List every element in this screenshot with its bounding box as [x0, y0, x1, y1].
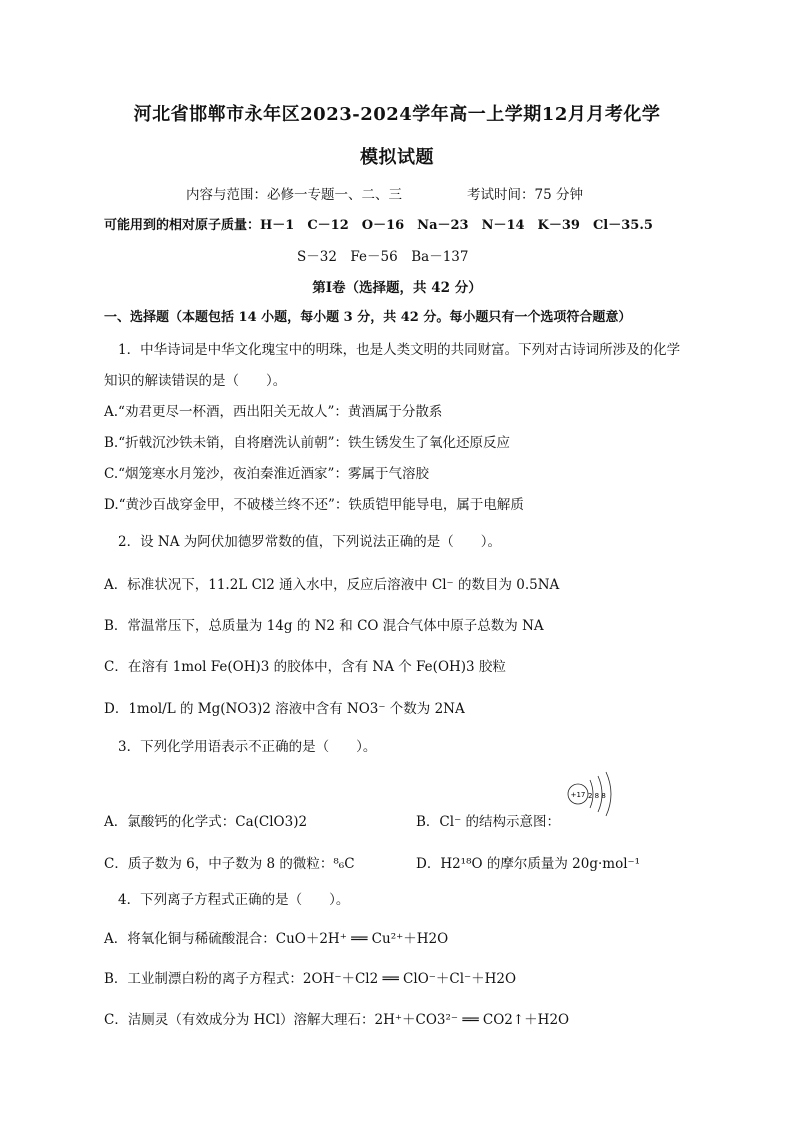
q2-stem: 2．设 NA 为阿伏加德罗常数的值，下列说法正确的是（ ）。 — [118, 534, 501, 550]
atomic-mass-line2: S－32 Fe－56 Ba－137 — [297, 249, 469, 265]
q2-option-d: D．1mol/L 的 Mg(NO3)2 溶液中含有 NO3⁻ 个数为 2NA — [104, 701, 465, 717]
q3-option-a: A．氯酸钙的化学式：Ca(ClO3)2 — [104, 814, 308, 830]
q4-option-c: C．洁厕灵（有效成分为 HCl）溶解大理石：2H⁺＋CO3²⁻ ══ CO2↑＋H2O — [104, 1012, 570, 1028]
q2-option-a: A．标准状况下，11.2L Cl2 通入水中，反应后溶液中 Cl⁻ 的数目为 0.5NA — [104, 577, 560, 593]
q1-option-c: C.“烟笼寒水月笼沙，夜泊秦淮近酒家”：雾属于气溶胶 — [104, 466, 429, 482]
section-heading: 一、选择题（本题包括 14 小题，每小题 3 分，共 42 分。每小题只有一个选项符合题意） — [104, 310, 632, 325]
q4-stem: 4．下列离子方程式正确的是（ ）。 — [118, 892, 350, 908]
exam-title-line2: 模拟试题 — [360, 147, 434, 168]
exam-title-line1: 河北省邯郸市永年区2023-2024学年高一上学期12月月考化学 — [133, 104, 661, 125]
q1-option-b: B.“折戟沉沙铁未销，自将磨洗认前朝”：铁生锈发生了氧化还原反应 — [104, 435, 511, 451]
chloride-ion-structure-diagram — [566, 770, 626, 830]
q3-stem: 3．下列化学用语表示不正确的是（ ）。 — [118, 739, 377, 755]
q4-option-b: B．工业制漂白粉的离子方程式：2OH⁻＋Cl2 ══ ClO⁻＋Cl⁻＋H2O — [104, 971, 517, 987]
shell-electrons: 2 8 8 — [588, 792, 606, 800]
q1-option-d: D.“黄沙百战穿金甲，不破楼兰终不还”：铁质铠甲能导电，属于电解质 — [104, 497, 524, 513]
nucleus-charge: +17 — [570, 791, 586, 799]
q3-option-b: B．Cl⁻ 的结构示意图： — [416, 814, 560, 830]
q4-option-a: A．将氧化铜与稀硫酸混合：CuO＋2H⁺ ══ Cu²⁺＋H2O — [104, 931, 449, 947]
volume-heading: 第Ⅰ卷（选择题，共 42 分） — [312, 280, 482, 296]
q3-option-d: D．H2¹⁸O 的摩尔质量为 20g·mol⁻¹ — [416, 856, 641, 872]
exam-time: 考试时间：75 分钟 — [467, 187, 583, 203]
q1-option-a: A.“劝君更尽一杯酒，西出阳关无故人”：黄酒属于分散系 — [104, 404, 443, 420]
q3-option-c: C．质子数为 6，中子数为 8 的微粒：⁸₆C — [104, 856, 355, 872]
q2-option-b: B．常温常压下，总质量为 14g 的 N2 和 CO 混合气体中原子总数为 NA — [104, 618, 544, 634]
q2-option-c: C．在溶有 1mol Fe(OH)3 的胶体中，含有 NA 个 Fe(OH)3 胶粒 — [104, 659, 506, 675]
q1-stem-line1: 1．中华诗词是中华文化瑰宝中的明珠，也是人类文明的共同财富。下列对古诗词所涉及的化学 — [118, 342, 681, 358]
exam-scope: 内容与范围：必修一专题一、二、三 — [186, 187, 402, 203]
atomic-mass-line1: 可能用到的相对原子质量：H－1 C－12 O－16 Na－23 N－14 K－39 Cl－35.5 — [104, 218, 653, 233]
shell-arc-3 — [606, 772, 611, 816]
q1-stem-line2: 知识的解读错误的是（ ）。 — [104, 373, 287, 389]
